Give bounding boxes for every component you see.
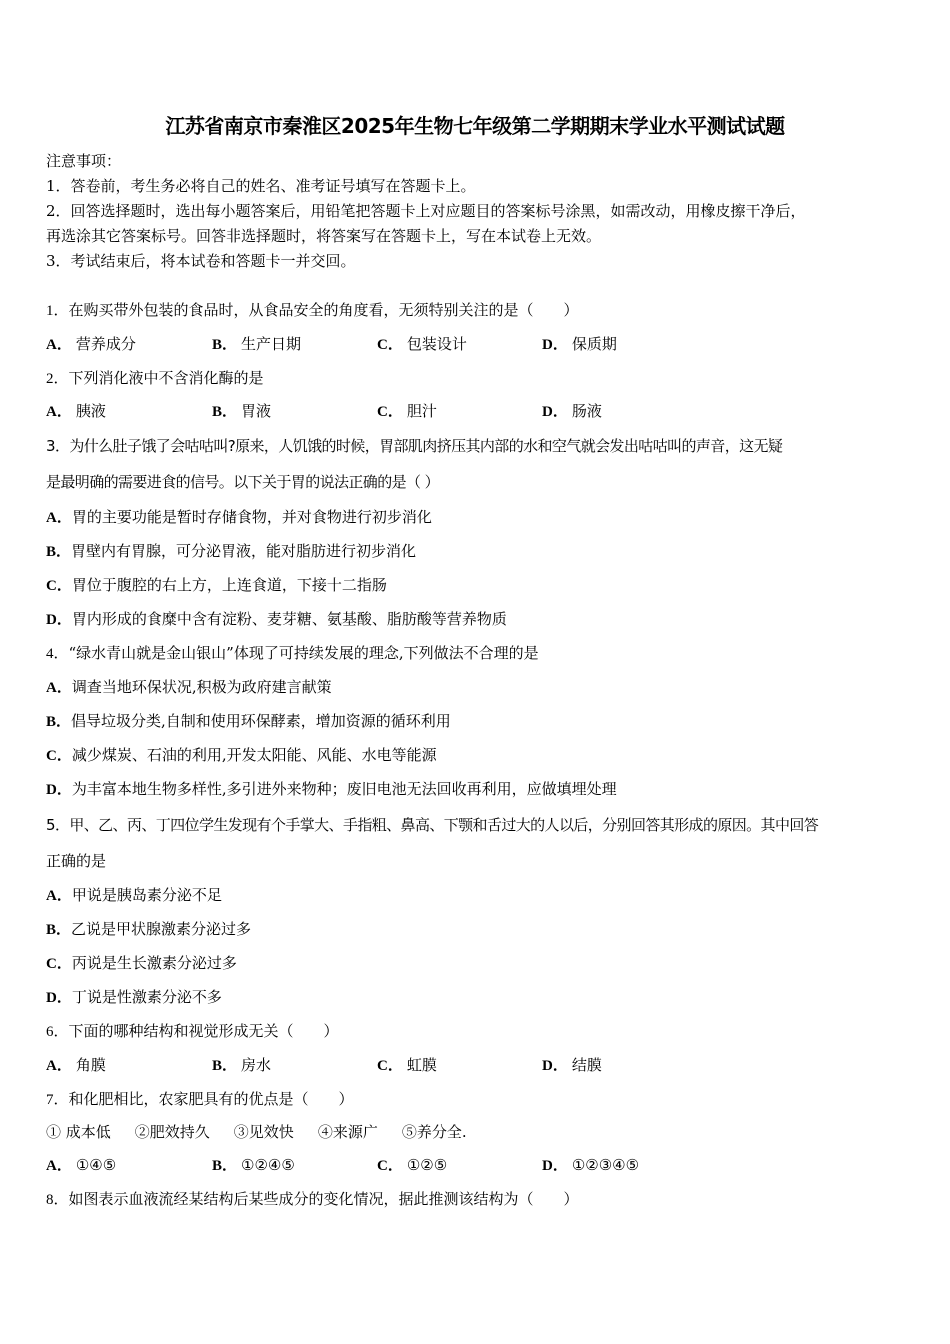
question-4-option-d[interactable] xyxy=(46,779,617,800)
option-text: 肠液 xyxy=(571,402,602,420)
question-7-items xyxy=(46,1122,491,1142)
option-letter: D． xyxy=(46,782,72,798)
question-number: 1． xyxy=(46,303,69,319)
option-a[interactable] xyxy=(46,401,106,422)
option-letter: C． xyxy=(377,1158,403,1174)
question-3-option-a[interactable] xyxy=(46,507,432,528)
option-letter: A． xyxy=(46,1058,72,1074)
option-letter: B． xyxy=(212,1058,238,1074)
option-letter: B． xyxy=(46,714,72,730)
option-text: 调查当地环保状况,积极为政府建言献策 xyxy=(71,678,332,696)
option-letter: D． xyxy=(542,1058,568,1074)
option-letter: A． xyxy=(46,680,72,696)
option-letter: C． xyxy=(377,1058,403,1074)
question-5-option-a[interactable] xyxy=(46,885,222,906)
question-5-stem xyxy=(46,815,818,835)
option-text: 包装设计 xyxy=(406,335,467,353)
option-text: 生产日期 xyxy=(241,335,302,353)
item-5: ⑤养分全. xyxy=(401,1123,467,1141)
option-text: 丁说是性激素分泌不多 xyxy=(71,988,222,1006)
option-c[interactable] xyxy=(377,334,467,355)
question-4-stem xyxy=(46,643,539,664)
option-text: 胃的主要功能是暂时存储食物，并对食物进行初步消化 xyxy=(71,508,432,526)
option-text: 胃位于腹腔的右上方，上连食道，下接十二指肠 xyxy=(71,576,387,594)
option-text: ①④⑤ xyxy=(75,1156,117,1174)
option-letter: B． xyxy=(46,544,72,560)
option-d[interactable] xyxy=(542,401,602,422)
question-1-stem xyxy=(46,300,579,321)
question-5-option-d[interactable] xyxy=(46,987,222,1008)
question-3-option-d[interactable] xyxy=(46,609,507,630)
option-d[interactable] xyxy=(542,334,617,355)
option-text: 甲说是胰岛素分泌不足 xyxy=(71,886,222,904)
question-2-options xyxy=(0,401,950,421)
question-3-stem-cont: 是最明确的需要进食的信号。以下关于胃的说法正确的是（ ） xyxy=(46,473,439,491)
option-a[interactable] xyxy=(46,1155,116,1176)
option-letter: A． xyxy=(46,888,72,904)
question-8-stem xyxy=(46,1189,579,1210)
question-text: 在购买带外包装的食品时，从食品安全的角度看，无须特别关注的是（ ） xyxy=(68,301,579,319)
option-text: 胃液 xyxy=(241,402,272,420)
item-1: ① 成本低 xyxy=(46,1123,111,1141)
option-text: 结膜 xyxy=(571,1056,602,1074)
option-c[interactable] xyxy=(377,1155,447,1176)
option-text: 胃壁内有胃腺，可分泌胃液，能对脂肪进行初步消化 xyxy=(71,542,417,560)
question-number: 7． xyxy=(46,1092,69,1108)
option-b[interactable] xyxy=(212,1055,271,1076)
notice-item-2: 2．回答选择题时，选出每小题答案后，用铅笔把答题卡上对应题目的答案标号涂黑，如需改动，用橡皮擦干净后， xyxy=(46,202,806,220)
question-5-option-b[interactable] xyxy=(46,919,251,940)
option-text: 乙说是甲状腺激素分泌过多 xyxy=(71,920,252,938)
option-b[interactable] xyxy=(212,1155,295,1176)
question-4-option-a[interactable] xyxy=(46,677,332,698)
option-a[interactable] xyxy=(46,1055,106,1076)
option-text: 胆汁 xyxy=(406,402,437,420)
question-2-stem xyxy=(46,368,264,389)
question-3-option-b[interactable] xyxy=(46,541,416,562)
question-7-stem xyxy=(46,1089,354,1110)
option-letter: D． xyxy=(542,337,568,353)
option-letter: C． xyxy=(377,337,403,353)
question-text: 如图表示血液流经某结构后某些成分的变化情况，据此推测该结构为（ ） xyxy=(68,1190,579,1208)
option-c[interactable] xyxy=(377,401,437,422)
question-text: 为什么肚子饿了会咕咕叫?原来，人饥饿的时候，胃部肌肉挤压其内部的水和空气就会发出咕咕叫的声音，这无疑 xyxy=(69,437,783,455)
option-text: 丙说是生长激素分泌过多 xyxy=(71,954,237,972)
exam-title: 江苏省南京市秦淮区2025年生物七年级第二学期期末学业水平测试试题 xyxy=(165,114,785,138)
question-4-option-c[interactable] xyxy=(46,745,437,766)
question-7-options xyxy=(0,1155,950,1175)
option-text: ①②③④⑤ xyxy=(571,1156,640,1174)
question-number: 8． xyxy=(46,1192,69,1208)
option-letter: D． xyxy=(542,404,568,420)
option-c[interactable] xyxy=(377,1055,437,1076)
question-6-options xyxy=(0,1055,950,1075)
option-text: 房水 xyxy=(241,1056,272,1074)
option-text: 虹膜 xyxy=(406,1056,437,1074)
question-5-stem-cont: 正确的是 xyxy=(46,852,107,870)
question-6-stem xyxy=(46,1021,339,1042)
option-text: 胰液 xyxy=(75,402,106,420)
question-text: 下列消化液中不含消化酶的是 xyxy=(68,369,264,387)
question-5-option-c[interactable] xyxy=(46,953,237,974)
option-letter: C． xyxy=(46,748,72,764)
question-number: 4． xyxy=(46,646,69,662)
item-3: ③见效快 xyxy=(233,1123,294,1141)
option-letter: B． xyxy=(212,337,238,353)
question-text: 甲、乙、丙、丁四位学生发现有个手掌大、手指粗、鼻高、下颚和舌过大的人以后，分别回答其形成的原因。其中回答 xyxy=(69,816,819,834)
question-1-options xyxy=(0,334,950,354)
notice-item-1: 1．答卷前，考生务必将自己的姓名、准考证号填写在答题卡上。 xyxy=(46,177,476,195)
notice-heading: 注意事项： xyxy=(46,152,122,170)
question-number: 3． xyxy=(46,437,70,455)
question-text: “绿水青山就是金山银山”体现了可持续发展的理念,下列做法不合理的是 xyxy=(68,644,539,662)
option-b[interactable] xyxy=(212,401,271,422)
option-letter: A． xyxy=(46,404,72,420)
notice-item-2-cont: 再选涂其它答案标号。回答非选择题时，将答案写在答题卡上，写在本试卷上无效。 xyxy=(46,227,602,245)
item-4: ④来源广 xyxy=(317,1123,378,1141)
question-3-stem xyxy=(46,436,782,456)
option-letter: C． xyxy=(377,404,403,420)
option-letter: B． xyxy=(212,404,238,420)
notice-item-3: 3．考试结束后，将本试卷和答题卡一并交回。 xyxy=(46,252,356,270)
option-text: 保质期 xyxy=(571,335,617,353)
option-letter: D． xyxy=(542,1158,568,1174)
option-text: 角膜 xyxy=(75,1056,106,1074)
question-3-option-c[interactable] xyxy=(46,575,387,596)
option-letter: B． xyxy=(46,922,72,938)
option-b[interactable] xyxy=(212,334,301,355)
option-text: ①②⑤ xyxy=(406,1156,448,1174)
question-number: 2． xyxy=(46,371,69,387)
question-text: 下面的哪种结构和视觉形成无关（ ） xyxy=(68,1022,339,1040)
option-letter: D． xyxy=(46,612,72,628)
option-letter: A． xyxy=(46,337,72,353)
option-text: 倡导垃圾分类,自制和使用环保酵素，增加资源的循环利用 xyxy=(71,712,451,730)
item-2: ②肥效持久 xyxy=(134,1123,210,1141)
option-text: ①②④⑤ xyxy=(241,1156,295,1174)
option-text: 减少煤炭、石油的利用,开发太阳能、风能、水电等能源 xyxy=(71,746,437,764)
option-text: 为丰富本地生物多样性,多引进外来物种；废旧电池无法回收再利用，应做填埋处理 xyxy=(71,780,617,798)
question-text: 和化肥相比，农家肥具有的优点是（ ） xyxy=(68,1090,354,1108)
option-letter: B． xyxy=(212,1158,238,1174)
question-number: 6． xyxy=(46,1024,69,1040)
option-text: 胃内形成的食糜中含有淀粉、麦芽糖、氨基酸、脂肪酸等营养物质 xyxy=(71,610,507,628)
option-letter: A． xyxy=(46,510,72,526)
option-letter: D． xyxy=(46,990,72,1006)
option-letter: A． xyxy=(46,1158,72,1174)
question-number: 5． xyxy=(46,816,70,834)
option-text: 营养成分 xyxy=(75,335,136,353)
option-d[interactable] xyxy=(542,1055,602,1076)
option-d[interactable] xyxy=(542,1155,639,1176)
option-letter: C． xyxy=(46,578,72,594)
option-letter: C． xyxy=(46,956,72,972)
question-4-option-b[interactable] xyxy=(46,711,451,732)
option-a[interactable] xyxy=(46,334,136,355)
